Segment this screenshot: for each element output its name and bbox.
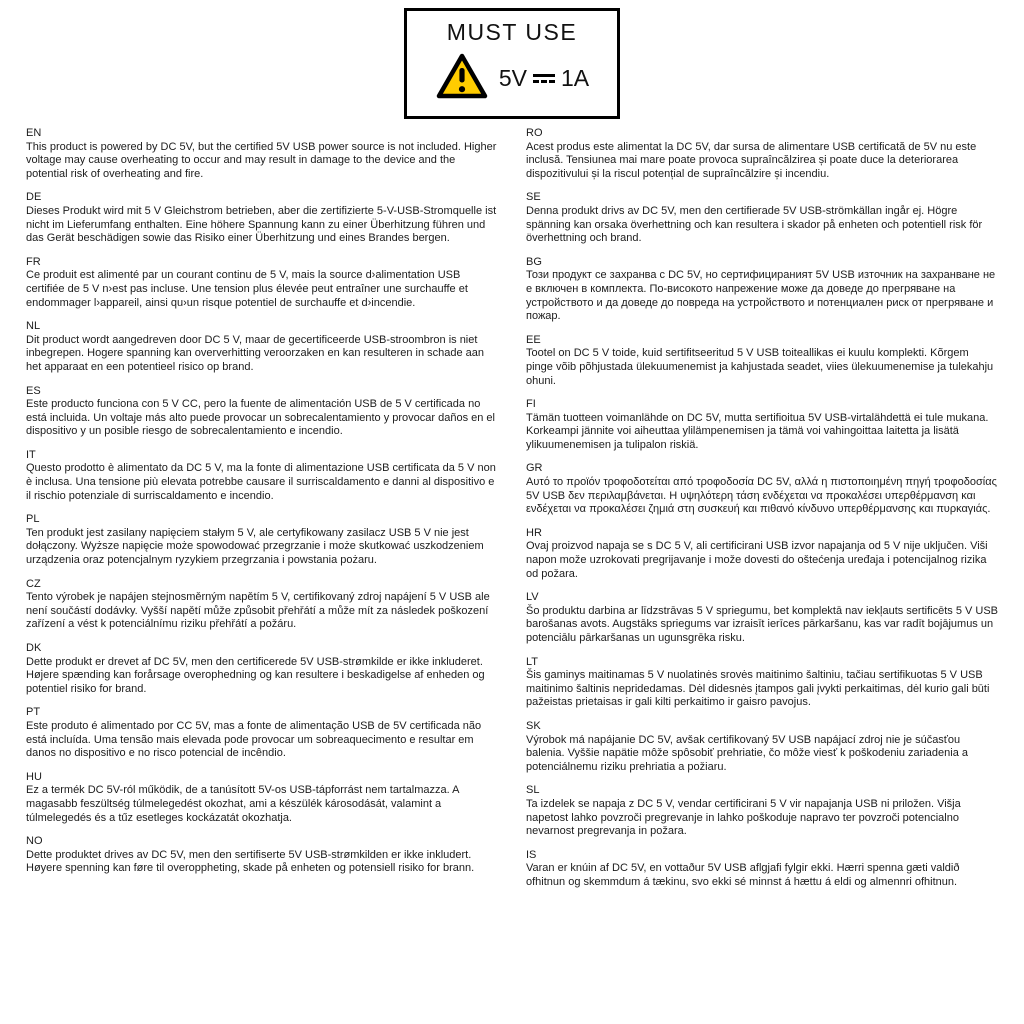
language-code: BG [526,255,542,268]
language-code: NL [26,320,41,333]
language-text: This product is powered by DC 5V, but the certified 5V USB power source is not included. Higher voltage may cause overheating to occur and may result in damage to the device and the potential risk of overheating and fire. [26,140,497,180]
language-section-ro [526,127,998,181]
language-section-pt [26,706,498,760]
language-section-hr [526,527,998,581]
language-section-sk [526,720,998,774]
language-text: Varan er knúin af DC 5V, en vottaður 5V USB aflgjafi fylgir ekki. Hærri spenna gæti valdið ofhitnun og skemmdum á tækinu, svo ekki sé minnst á hættu á eldi og almennri ofhitnun. [526,862,960,888]
language-section-gr [526,462,998,516]
left-column [26,127,498,900]
must-use-box [404,8,620,119]
language-code: RO [526,127,543,139]
language-text: Ovaj proizvod napaja se s DC 5 V, ali certificirani USB izvor napajanja od 5 V nije uključen. Viši napon može uzrokovati pregrijavanje i može dovesti do oštećenja uređaja i potencijalnog rizika od požara. [526,540,988,580]
language-code: IS [526,848,537,861]
language-code: PL [26,513,40,526]
power-spec [499,65,589,92]
language-section-it [26,449,498,503]
language-section-lt [526,656,998,710]
language-code: NO [26,835,43,848]
language-section-dk [26,642,498,696]
language-code: PT [26,706,41,719]
language-code: EN [26,127,42,139]
language-code: ES [26,384,41,397]
language-text: Ta izdelek se napaja z DC 5 V, vendar certificirani 5 V vir napajanja USB ni priložen. Višja napetost lahko povzroči pregrevanje in lahko poškoduje napravo ter povzroči potencialno nevarnost pregrevanja in požara. [526,797,961,838]
language-text: Dette produktet drives av DC 5V, men den sertifiserte 5V USB-strømkilden er ikke inkludert. Høyere spenning kan føre til overoppheting, skade på enheten og potensiell risiko for brann. [26,848,475,875]
language-code: LV [526,591,539,604]
language-code: EE [526,333,541,346]
language-section-pl [26,513,498,567]
dc-current-icon [533,74,555,83]
language-section-en [26,127,498,181]
language-text: Dieses Produkt wird mit 5 V Gleichstrom betrieben, aber die zertifizierte 5-V-USB-Stromquelle ist nicht im Lieferumfang enthalten. Eine höhere Spannung kann zu einer Überhitzung führen und das Gerät beschädigen sowie das Risiko einer Überhitzung und eines Brandes bergen. [26,204,497,245]
language-columns [0,127,1024,900]
language-text: Ten produkt jest zasilany napięciem stałym 5 V, ale certyfikowany zasilacz USB 5 V nie jest dołączony. Wyższe napięcie może spowodować przegrzanie i może skutkować uszkodzeniem urządzenia oraz potencjalnym ryzykiem przegrzania i powstania pożaru. [26,526,484,567]
language-section-fr [26,256,498,310]
language-code: IT [26,448,36,461]
language-section-cz [26,578,498,632]
language-code: CZ [26,577,41,590]
language-text: Ce produit est alimenté par un courant continu de 5 V, mais la source d›alimentation USB certifiée de 5 V n›est pas incluse. Une tension plus élevée peut entraîner une surchauffe et endommager l›appareil, ainsi qu›un risque potentiel de surchauffe et d›incendie. [26,269,468,309]
language-text: Výrobok má napájanie DC 5V, avšak certifikovaný 5V USB napájací zdroj nie je súčasťou balenia. Vyššie napätie môže spôsobiť prehriatie, čo môže viesť k poškodeniu zariadenia a potenciálnemu riziku prehriatia a požiaru. [526,733,968,773]
language-code: LT [526,655,539,668]
language-text: Tento výrobek je napájen stejnosměrným napětím 5 V, certifikovaný zdroj napájení 5 V USB ale není součástí dodávky. Vyšší napětí může způsobit přehřátí a může mít za následek poškození zařízení a vést k potenciálnímu riziku přehřátí a požáru. [26,591,490,631]
language-code: HU [26,770,42,783]
language-section-is [526,849,998,890]
language-text: Dette produkt er drevet af DC 5V, men den certificerede 5V USB-strømkilde er ikke inkluderet. Højere spænding kan forårsage overophedning og kan resultere i beskadigelse af enheden og potentiel risiko for brand. [26,655,485,695]
language-code: HR [526,526,542,539]
language-text: Denna produkt drivs av DC 5V, men den certifierade 5V USB-strömkällan ingår ej. Högre spänning kan orsaka överhettning och kan resultera i skador på enheten och potentiell risk för överhettning och brand. [526,204,983,245]
language-section-sl [526,784,998,838]
language-code: SE [526,191,541,204]
language-text: Αυτό το προϊόν τροφοδοτείται από τροφοδοσία DC 5V, αλλά η πιστοποιημένη πηγή τροφοδοσίας 5V USB δεν περιλαμβάνεται. Η υψηλότερη τάση ενδέχεται να προκαλέσει υπερθέρμανση και ενδέχεται να προκαλέσει ζημιά στη συσκευή και πιθανό κίνδυνο υπερθέρμανσης και πυρκαγιάς. [526,476,997,516]
language-code: DK [26,642,42,654]
language-text: Tootel on DC 5 V toide, kuid sertifitseeritud 5 V USB toiteallikas ei kuulu komplekti. Kõrgem pinge võib põhjustada ülekuumenemist ja kahjustada seadet, viies ülekuumenemise ja tulekahju ohuni. [526,347,994,387]
language-code: GR [526,462,543,475]
language-section-lv [526,591,998,645]
language-section-no [26,835,498,876]
language-code: DE [26,191,42,204]
current-value: 1A [561,65,590,91]
language-text: Този продукт се захранва с DC 5V, но сертифицираният 5V USB източник на захранване не е включен в комплекта. По-високото напрежение може да доведе до прегряване на устройството и да доведе до повреда на устройството и потенциален риск от прегряване и пожар. [526,269,996,323]
language-text: Este produto é alimentado por CC 5V, mas a fonte de alimentação USB de 5V certificada não está incluída. Uma tensão mais elevada pode provocar um sobreaquecimento e resultar em danos no dispositivo e no risco potencial de incêndio. [26,719,482,760]
language-text: Ez a termék DC 5V-ról működik, de a tanúsított 5V-os USB-tápforrást nem tartalmazza. A magasabb feszültség túlmelegedést okozhat, ami a készülék károsodását, valamint a túlmelegedés és a tűz esetleges kockázatát okozhatja. [26,784,459,824]
language-section-nl [26,320,498,374]
language-section-es [26,385,498,439]
language-code: FI [526,398,536,411]
language-code: SL [526,784,540,797]
voltage-value: 5V [498,65,527,91]
language-text: Šis gaminys maitinamas 5 V nuolatinės srovės maitinimo šaltiniu, tačiau sertifikuotas 5 V USB maitinimo šaltinis nepridedamas. Dėl didesnės įtampos gali įvykti perkaitimas, dėl kurio gali būti pažeistas prietaisas ir gali kilti perkaitimo ir gaisro pavojus. [526,669,990,709]
language-section-fi [526,398,998,452]
language-section-ee [526,334,998,388]
right-column [526,127,998,900]
language-text: Este producto funciona con 5 V CC, pero la fuente de alimentación USB de 5 V certificada no está incluida. Un voltaje más alto puede provocar un sobrecalentamiento y provocar daños en el dispositivo y un posible riesgo de sobrecalentamiento e incendio. [26,398,495,438]
language-section-hu [26,771,498,825]
language-code: SK [526,719,541,732]
warning-triangle-icon [435,52,489,105]
language-text: Questo prodotto è alimentato da DC 5 V, ma la fonte di alimentazione USB certificata da 5 V non è inclusa. Una tensione più elevata potrebbe causare il surriscaldamento e danni al dispositivo e il rischio potenziale di surriscaldamento e incendio. [26,462,496,502]
language-code: FR [26,255,41,268]
language-section-de [26,191,498,245]
language-section-bg [526,256,998,324]
language-text: Tämän tuotteen voimanlähde on DC 5V, mutta sertifioitua 5V USB-virtalähdettä ei tule mukana. Korkeampi jännite voi aiheuttaa ylilämpenemisen ja tämä voi vahingoittaa laitetta ja lisätä ylikuumenemisen ja tulipalon riskiä. [526,411,989,451]
language-text: Dit product wordt aangedreven door DC 5 V, maar de gecertificeerde USB-stroombron is niet inbegrepen. Hogere spanning kan oververhitting veroorzaken en kan resulteren in schade aan het apparaat en een potentieel risico op brand. [26,333,485,373]
language-text: Šo produktu darbina ar līdzstrāvas 5 V spriegumu, bet komplektā nav iekļauts sertificēts 5 V USB barošanas avots. Augstāks spriegums var izraisīt ierīces pārkaršanu, kas var radīt bojājumus un potenciālu pārkaršanas un ugunsgrēka risku. [526,604,999,644]
must-use-title: MUST USE [446,19,578,45]
language-section-se [526,191,998,245]
language-text: Acest produs este alimentat la DC 5V, dar sursa de alimentare USB certificată de 5V nu este inclusă. Tensiunea mai mare poate provoca supraîncălzirea și poate duce la deteriorarea dispozitivului și la riscul potențial de supraîncălzire și incendiu. [526,140,977,180]
power-spec-row [419,52,605,105]
